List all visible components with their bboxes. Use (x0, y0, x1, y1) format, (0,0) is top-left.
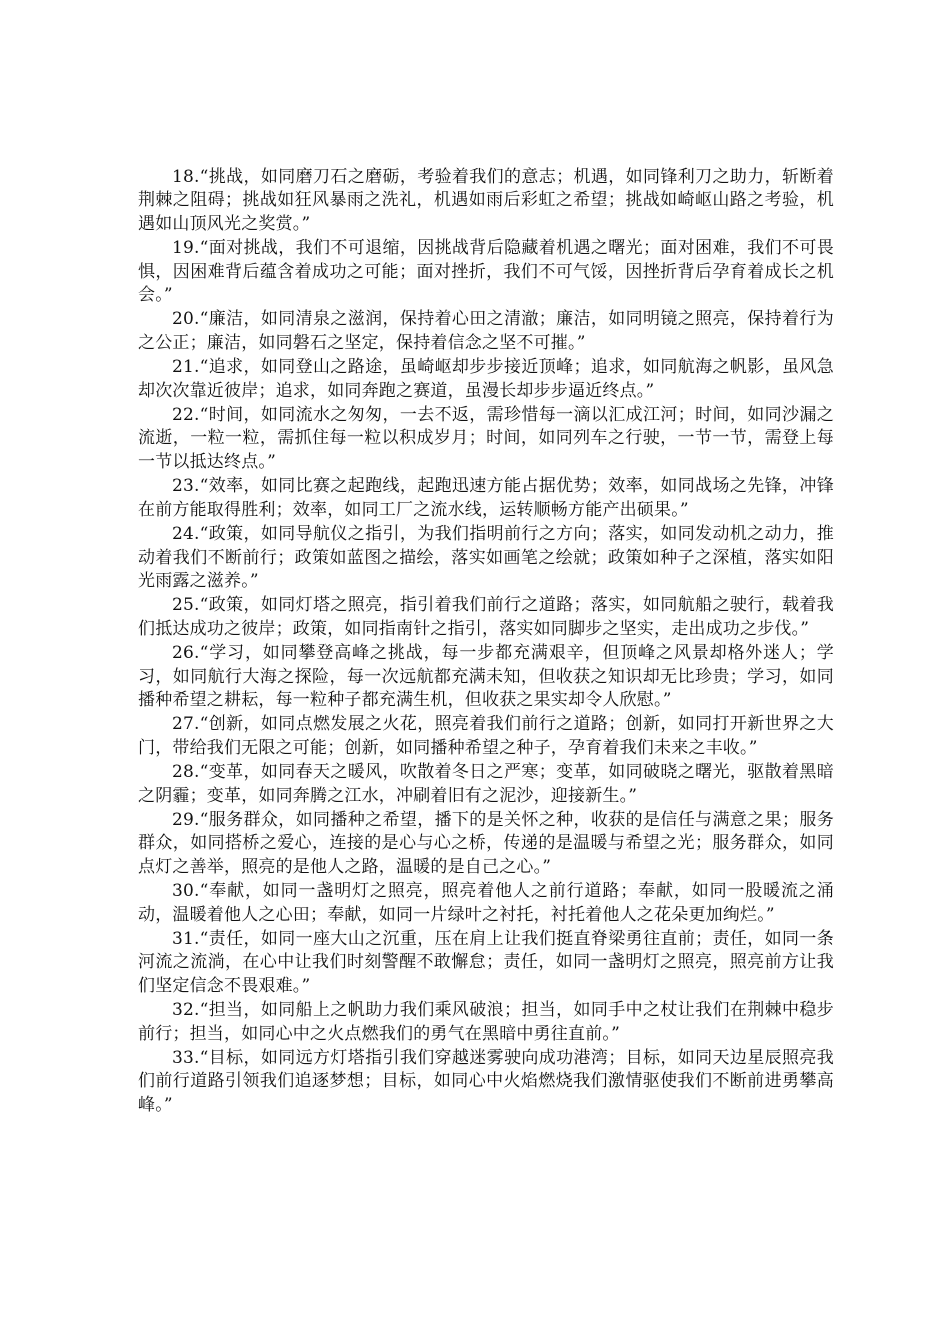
paragraph-23: 23.“效率，如同比赛之起跑线，起跑迅速方能占据优势；效率，如同战场之先锋，冲锋在前方能取得胜利；效率，如同工厂之流水线，运转顺畅方能产出硕果。” (138, 476, 834, 520)
paragraph-20: 20.“廉洁，如同清泉之滋润，保持着心田之清澈；廉洁，如同明镜之照亮，保持着行为之公正；廉洁，如同磐石之坚定，保持着信念之坚不可摧。” (138, 309, 834, 353)
paragraph-21: 21.“追求，如同登山之路途，虽崎岖却步步接近顶峰；追求，如同航海之帆影，虽风急却次次靠近彼岸；追求，如同奔跑之赛道，虽漫长却步步逼近终点。” (138, 357, 834, 401)
paragraph-33: 33.“目标，如同远方灯塔指引我们穿越迷雾驶向成功港湾；目标，如同天边星辰照亮我们前行道路引领我们追逐梦想；目标，如同心中火焰燃烧我们激情驱使我们不断前进勇攀高峰。” (138, 1048, 834, 1115)
paragraph-29: 29.“服务群众，如同播种之希望，播下的是关怀之种，收获的是信任与满意之果；服务群众，如同搭桥之爱心，连接的是心与心之桥，传递的是温暖与希望之光；服务群众，如同点灯之善举，照亮的是他人之路，温暖的是自己之心。” (138, 809, 834, 877)
paragraph-31: 31.“责任，如同一座大山之沉重，压在肩上让我们挺直脊梁勇往直前；责任，如同一条河流之流淌，在心中让我们时刻警醒不敢懈怠；责任，如同一盏明灯之照亮，照亮前方让我们坚定信念不畏艰难。” (138, 929, 834, 996)
document-page (138, 166, 834, 1117)
paragraph-27: 27.“创新，如同点燃发展之火花，照亮着我们前行之道路；创新，如同打开新世界之大门，带给我们无限之可能；创新，如同播种希望之种子，孕育着我们未来之丰收。” (138, 714, 834, 758)
paragraph-30: 30.“奉献，如同一盏明灯之照亮，照亮着他人之前行道路；奉献，如同一股暖流之涌动，温暖着他人之心田；奉献，如同一片绿叶之衬托，衬托着他人之花朵更加绚烂。” (138, 881, 834, 925)
paragraph-22: 22.“时间，如同流水之匆匆，一去不返，需珍惜每一滴以汇成江河；时间，如同沙漏之流逝，一粒一粒，需抓住每一粒以积成岁月；时间，如同列车之行驶，一节一节，需登上每一节以抵达终点。” (138, 405, 834, 472)
paragraph-26: 26.“学习，如同攀登高峰之挑战，每一步都充满艰辛，但顶峰之风景却格外迷人；学习，如同航行大海之探险，每一次远航都充满未知，但收获之知识却无比珍贵；学习，如同播种希望之耕耘，每一粒种子都充满生机，但收获之果实却令人欣慰。” (138, 643, 834, 710)
paragraph-32: 32.“担当，如同船上之帆助力我们乘风破浪；担当，如同手中之杖让我们在荆棘中稳步前行；担当，如同心中之火点燃我们的勇气在黑暗中勇往直前。” (138, 1000, 834, 1044)
paragraph-24: 24.“政策，如同导航仪之指引，为我们指明前行之方向；落实，如同发动机之动力，推动着我们不断前行；政策如蓝图之描绘，落实如画笔之绘就；政策如种子之深植，落实如阳光雨露之滋养。” (138, 524, 834, 591)
paragraph-19: 19.“面对挑战，我们不可退缩，因挑战背后隐藏着机遇之曙光；面对困难，我们不可畏惧，因困难背后蕴含着成功之可能；面对挫折，我们不可气馁，因挫折背后孕育着成长之机会。” (138, 238, 834, 306)
paragraph-25: 25.“政策，如同灯塔之照亮，指引着我们前行之道路；落实，如同航船之驶行，载着我们抵达成功之彼岸；政策，如同指南针之指引，落实如同脚步之坚实，走出成功之步伐。” (138, 595, 834, 639)
paragraph-28: 28.“变革，如同春天之暖风，吹散着冬日之严寒；变革，如同破晓之曙光，驱散着黑暗之阴霾；变革，如同奔腾之江水，冲刷着旧有之泥沙，迎接新生。” (138, 762, 834, 806)
paragraph-18: 18.“挑战，如同磨刀石之磨砺，考验着我们的意志；机遇，如同锋利刀之助力，斩断着荆棘之阻碍；挑战如狂风暴雨之洗礼，机遇如雨后彩虹之希望；挑战如崎岖山路之考验，机遇如山顶风光之奖赏。” (138, 167, 834, 234)
